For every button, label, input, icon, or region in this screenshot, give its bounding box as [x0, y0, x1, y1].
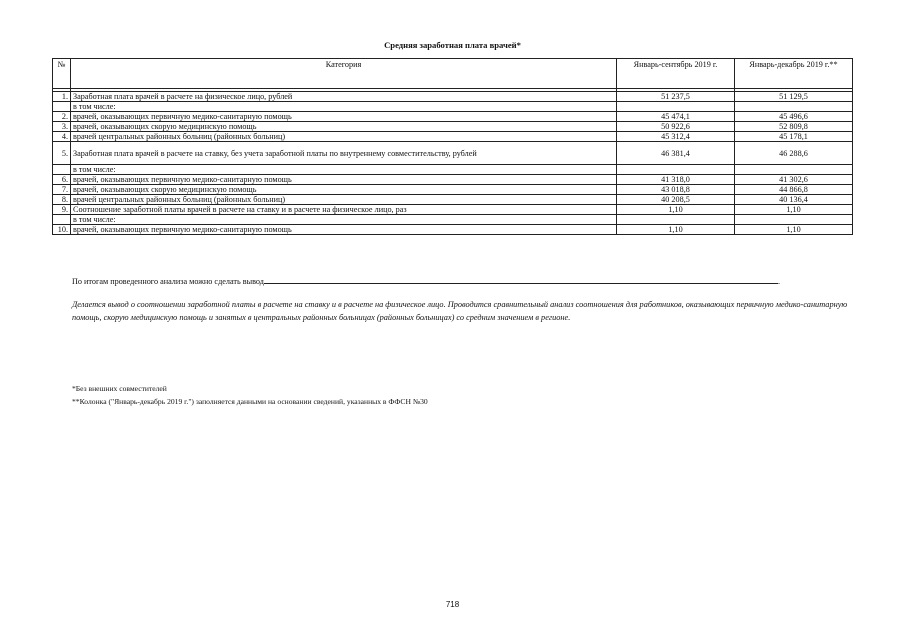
row-value-period-2: 1,10 [735, 205, 853, 215]
table-row [53, 215, 853, 225]
conclusion-blank-field[interactable] [264, 275, 778, 284]
row-num: 10. [53, 225, 71, 235]
row-value-period-2: 51 129,5 [735, 92, 853, 102]
analysis-instruction: Делается вывод о соотношении заработной платы в расчете на ставку и в расчете на физическое лицо. Проводится сравнительный анализ соотношения для работников, оказывающих первичную медико-санитарную помощь, скорую медицинскую помощь и занятых в центральных районных больницах (районных больницах) со средним значением в регионе. [72, 300, 848, 322]
row-value-period-2: 45 496,6 [735, 112, 853, 122]
conclusion-text: По итогам проведенного анализа можно сделать вывод [72, 277, 264, 286]
header-num: № [53, 59, 71, 89]
row-value-period-2 [735, 215, 853, 225]
table-row [53, 165, 853, 175]
header-period-1: Январь-сентябрь 2019 г. [617, 59, 735, 89]
row-num: 8. [53, 195, 71, 205]
table-row [53, 142, 853, 165]
table-row [53, 205, 853, 215]
row-value-period-1: 1,10 [617, 205, 735, 215]
row-num [53, 215, 71, 225]
table-header-row [53, 59, 853, 89]
row-value-period-2 [735, 102, 853, 112]
row-num: 5. [53, 142, 71, 165]
row-category: врачей, оказывающих первичную медико-санитарную помощь [71, 225, 617, 235]
table-row [53, 185, 853, 195]
row-category: в том числе: [71, 165, 617, 175]
conclusion-end: . [777, 277, 780, 286]
salary-table [52, 58, 853, 235]
row-value-period-2: 1,10 [735, 225, 853, 235]
row-num: 9. [53, 205, 71, 215]
row-value-period-1: 46 381,4 [617, 142, 735, 165]
row-value-period-1: 45 312,4 [617, 132, 735, 142]
footnote: *Без внешних совместителей [72, 384, 167, 393]
row-num: 1. [53, 92, 71, 102]
conclusion-line [72, 275, 780, 286]
row-value-period-2 [735, 165, 853, 175]
row-category: врачей, оказывающих первичную медико-санитарную помощь [71, 175, 617, 185]
row-value-period-1: 40 208,5 [617, 195, 735, 205]
row-value-period-2: 40 136,4 [735, 195, 853, 205]
row-category: врачей центральных районных больниц (районных больниц) [71, 195, 617, 205]
header-period-2: Январь-декабрь 2019 г.** [735, 59, 853, 89]
table-row [53, 195, 853, 205]
row-num: 2. [53, 112, 71, 122]
row-category: Соотношение заработной платы врачей в расчете на ставку и в расчете на физическое лицо, раз [71, 205, 617, 215]
table-row [53, 225, 853, 235]
row-value-period-1: 1,10 [617, 225, 735, 235]
row-category: врачей, оказывающих первичную медико-санитарную помощь [71, 112, 617, 122]
row-value-period-1: 41 318,0 [617, 175, 735, 185]
row-value-period-1: 50 922,6 [617, 122, 735, 132]
table-row [53, 122, 853, 132]
row-value-period-2: 46 288,6 [735, 142, 853, 165]
row-value-period-1: 51 237,5 [617, 92, 735, 102]
table-row [53, 112, 853, 122]
row-value-period-1 [617, 215, 735, 225]
row-value-period-1: 43 018,8 [617, 185, 735, 195]
footnotes [72, 383, 428, 408]
table-row [53, 92, 853, 102]
row-num: 4. [53, 132, 71, 142]
row-value-period-1 [617, 165, 735, 175]
row-value-period-2: 41 302,6 [735, 175, 853, 185]
row-category: врачей, оказывающих скорую медицинскую помощь [71, 185, 617, 195]
footnote: **Колонка ("Январь-декабрь 2019 г.") заполняется данными на основании сведений, указанных в ФФСН №30 [72, 396, 428, 406]
row-category: Заработная плата врачей в расчете на физическое лицо, рублей [71, 92, 617, 102]
table-row [53, 132, 853, 142]
header-category: Категория [71, 59, 617, 89]
row-category: Заработная плата врачей в расчете на ставку, без учета заработной платы по внутреннему совместительству, рублей [71, 142, 617, 165]
row-num: 3. [53, 122, 71, 132]
row-num: 6. [53, 175, 71, 185]
table-row [53, 175, 853, 185]
row-num: 7. [53, 185, 71, 195]
row-category: врачей центральных районных больниц (районных больниц) [71, 132, 617, 142]
row-category: в том числе: [71, 102, 617, 112]
page-number: 718 [445, 600, 460, 609]
row-value-period-1 [617, 102, 735, 112]
row-value-period-2: 45 178,1 [735, 132, 853, 142]
row-value-period-2: 52 809,8 [735, 122, 853, 132]
row-category: врачей, оказывающих скорую медицинскую помощь [71, 122, 617, 132]
row-num [53, 165, 71, 175]
page-title: Средняя заработная плата врачей* [384, 40, 521, 50]
row-value-period-2: 44 866,8 [735, 185, 853, 195]
table-row [53, 102, 853, 112]
row-num [53, 102, 71, 112]
row-category: в том числе: [71, 215, 617, 225]
row-value-period-1: 45 474,1 [617, 112, 735, 122]
